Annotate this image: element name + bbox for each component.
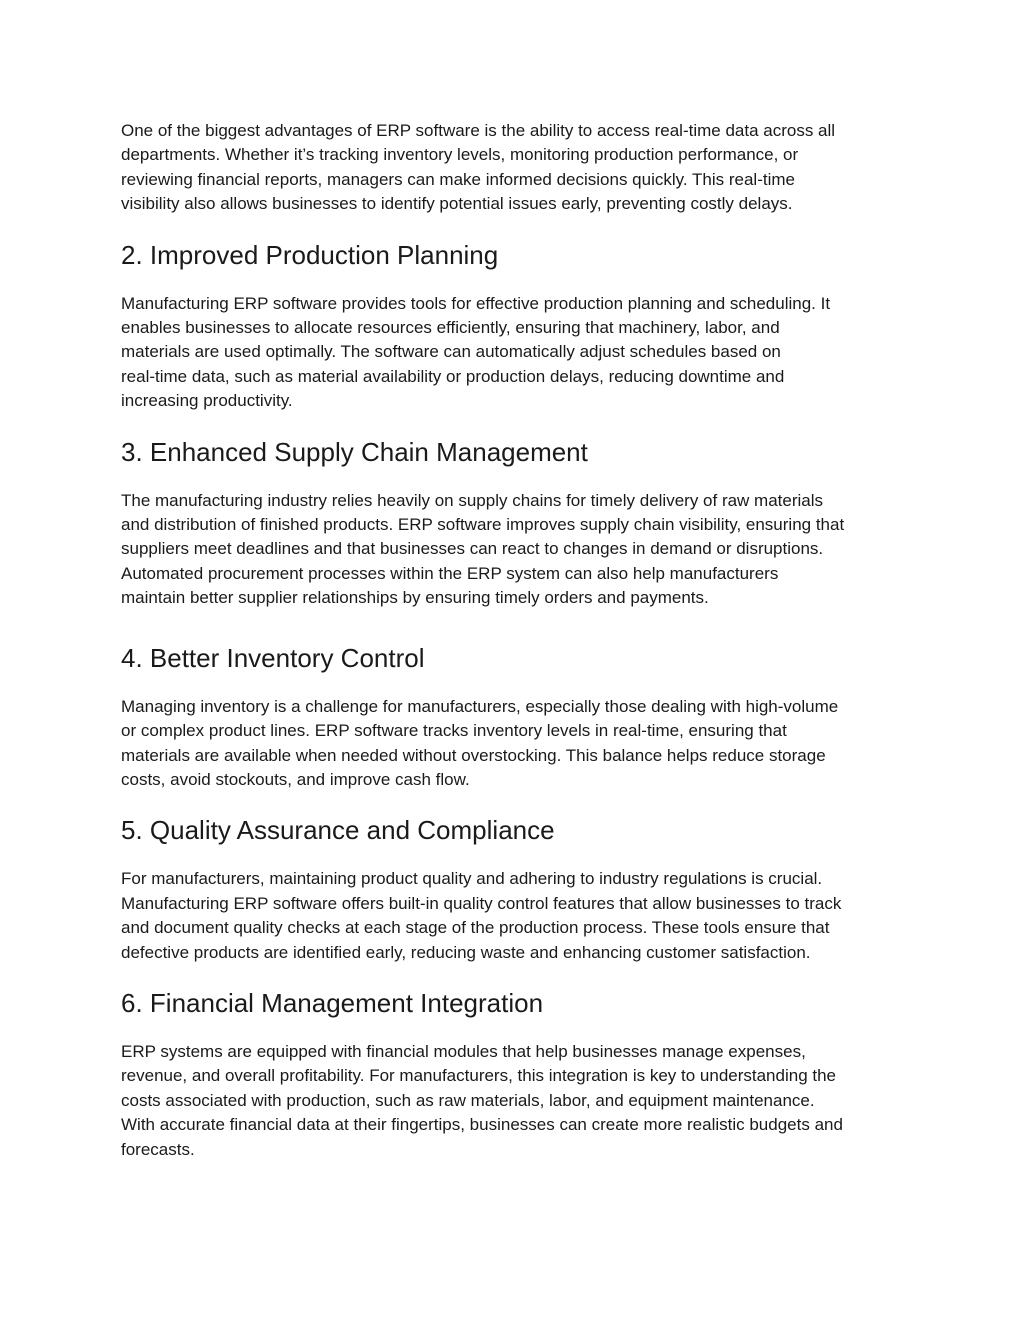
- section-heading: 6. Financial Management Integration: [121, 987, 544, 1018]
- intro-paragraph: One of the biggest advantages of ERP software is the ability to access real-time data across all departments. Whether it’s tracking inventory levels, monitoring production performance, or reviewing financial reports, managers can make informed decisions quickly. This real-time visibility also allows businesses to identify potential issues early, preventing costly delays.: [121, 121, 836, 214]
- section-production-planning: [121, 240, 921, 414]
- section-heading: 2. Improved Production Planning: [121, 239, 499, 270]
- document-page: [121, 119, 921, 1185]
- section-inventory-control: [121, 643, 921, 793]
- section-paragraph: ERP systems are equipped with financial modules that help businesses manage expenses, revenue, and overall profitability. For manufacturers, this integration is key to understanding the costs associated with production, such as raw materials, labor, and equipment maintenance. With accurate financial data at their fingertips, businesses can create more realistic budgets and forecasts.: [121, 1041, 843, 1159]
- section-paragraph: Manufacturing ERP software provides tools for effective production planning and scheduling. It enables businesses to allocate resources efficiently, ensuring that machinery, labor, and materials are used optimally. The software can automatically adjust schedules based on real-time data, such as material availability or production delays, reducing downtime and increasing productivity.: [121, 293, 831, 411]
- section-paragraph: The manufacturing industry relies heavily on supply chains for timely delivery of raw materials and distribution of finished products. ERP software improves supply chain visibility, ensuring that suppliers meet deadlines and that businesses can react to changes in demand or disruptions. Automated procurement processes within the ERP system can also help manufacturers maintain better supplier relationships by ensuring timely orders and payments.: [121, 490, 845, 608]
- section-quality-assurance: [121, 815, 921, 965]
- section-paragraph: For manufacturers, maintaining product quality and adhering to industry regulations is crucial. Manufacturing ERP software offers built-in quality control features that allow businesses to track and document quality checks at each stage of the production process. These tools ensure that defective products are identified early, reducing waste and enhancing customer satisfaction.: [121, 869, 842, 962]
- section-heading: 3. Enhanced Supply Chain Management: [121, 436, 588, 467]
- section-financial-management: [121, 988, 921, 1162]
- section-supply-chain: [121, 437, 921, 611]
- section-paragraph: Managing inventory is a challenge for manufacturers, especially those dealing with high-volume or complex product lines. ERP software tracks inventory levels in real-time, ensuring that materials are available when needed without overstocking. This balance helps reduce storage costs, avoid stockouts, and improve cash flow.: [121, 696, 839, 789]
- section-heading: 5. Quality Assurance and Compliance: [121, 815, 555, 846]
- section-heading: 4. Better Inventory Control: [121, 642, 425, 673]
